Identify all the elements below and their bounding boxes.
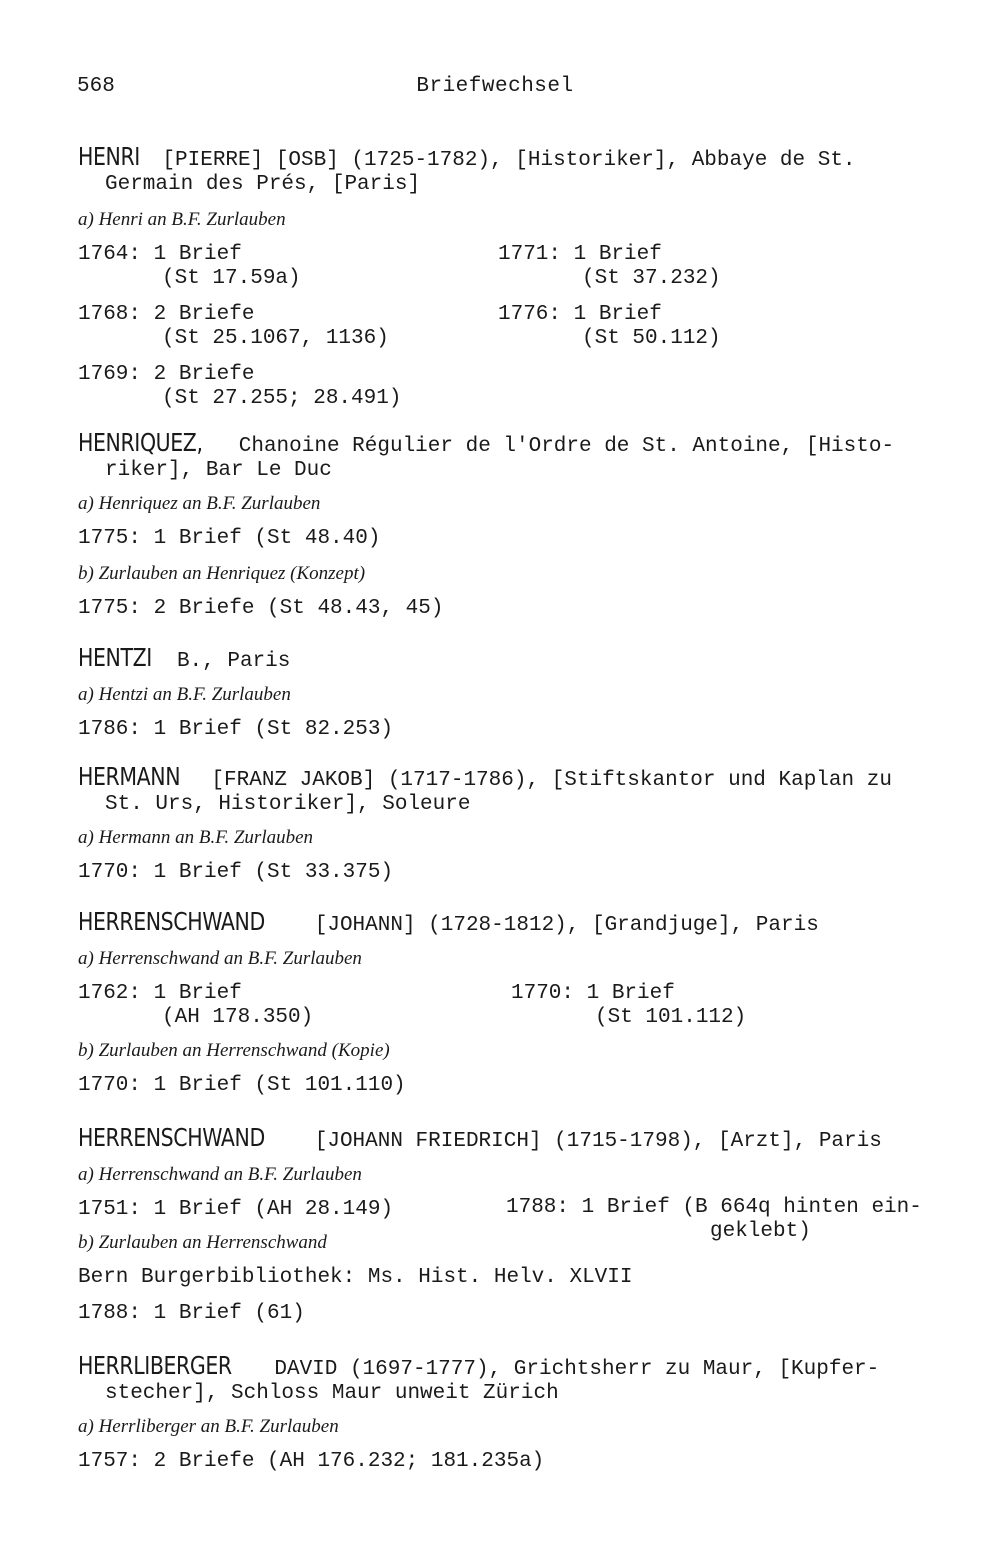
entry-heading: [JOHANN FRIEDRICH] (1715-1798), [Arzt], Paris (314, 1130, 882, 1153)
letter-line: 1786: 1 Brief (St 82.253) (78, 718, 394, 741)
entry-heading: Chanoine Régulier de l'Ordre de St. Antoine, [Histo- (238, 435, 895, 458)
entry-hentzi (78, 643, 958, 742)
letter-ref: (St 50.112) (582, 327, 721, 350)
section-a-label: a) Herrenschwand an B.F. Zurlauben (78, 948, 362, 969)
letter-line: 1751: 1 Brief (AH 28.149) (78, 1198, 394, 1221)
entry-heading: [FRANZ JAKOB] (1717-1786), [Stiftskantor und Kaplan zu (211, 769, 892, 792)
letter-line: 1770: 1 Brief (St 101.110) (78, 1074, 406, 1097)
letter-year: 1769: 2 Briefe (78, 363, 255, 386)
entry-heading-cont: St. Urs, Historiker], Soleure (105, 793, 471, 816)
entry-name: HERRENSCHWAND (78, 1123, 265, 1152)
section-a-label: a) Henriquez an B.F. Zurlauben (78, 493, 321, 514)
entry-hermann (78, 762, 958, 885)
entry-name: HERRLIBERGER (78, 1351, 232, 1380)
section-b-label: b) Zurlauben an Herrenschwand (78, 1232, 327, 1253)
section-b-label: b) Zurlauben an Henriquez (Konzept) (78, 563, 366, 584)
entry-heading: [JOHANN] (1728-1812), [Grandjuge], Paris (314, 914, 819, 937)
entry-heading-cont: Germain des Prés, [Paris] (105, 173, 421, 196)
letter-ref: (St 101.112) (595, 1006, 747, 1029)
letter-ref: (AH 178.350) (162, 1006, 314, 1029)
letter-year: 1762: 1 Brief (78, 982, 242, 1005)
section-a-label: a) Herrliberger an B.F. Zurlauben (78, 1416, 339, 1437)
entry-name: HERRENSCHWAND (78, 907, 265, 936)
section-a-label: a) Hermann an B.F. Zurlauben (78, 827, 314, 848)
entry-name: HERMANN (78, 762, 181, 791)
letter-line: 1770: 1 Brief (St 33.375) (78, 861, 394, 884)
letter-year: 1768: 2 Briefe (78, 303, 255, 326)
entry-heading: B., Paris (176, 650, 291, 673)
page-number: 568 (77, 75, 115, 98)
letter-year: 1764: 1 Brief (78, 243, 242, 266)
section-a-label: a) Hentzi an B.F. Zurlauben (78, 684, 291, 705)
letter-year: 1776: 1 Brief (498, 303, 662, 326)
letter-ref: (St 37.232) (582, 267, 721, 290)
section-a-label: a) Herrenschwand an B.F. Zurlauben (78, 1164, 362, 1185)
letter-ref: (St 25.1067, 1136) (162, 327, 389, 350)
letter-line: 1788: 1 Brief (61) (78, 1302, 305, 1325)
entry-name: HENRI (78, 142, 140, 171)
entry-henri (78, 142, 958, 413)
entry-heading: DAVID (1697-1777), Grichtsherr zu Maur, [Kupfer- (274, 1358, 880, 1381)
entry-herrenschwand-johann (78, 907, 958, 1098)
entry-herrliberger (78, 1351, 958, 1474)
letter-line: 1757: 2 Briefe (AH 176.232; 181.235a) (78, 1450, 545, 1473)
running-title: Briefwechsel (416, 75, 574, 98)
letter-line-cont: geklebt) (710, 1220, 811, 1243)
letter-year: 1771: 1 Brief (498, 243, 662, 266)
entry-heading: [PIERRE] [OSB] (1725-1782), [Historiker], Abbaye de St. (162, 149, 856, 172)
section-a-label: a) Henri an B.F. Zurlauben (78, 209, 286, 230)
entry-heading-cont: stecher], Schloss Maur unweit Zürich (105, 1382, 559, 1405)
entry-name: HENTZI (78, 643, 152, 672)
entry-henriquez (78, 428, 958, 621)
letter-ref: (St 27.255; 28.491) (162, 387, 402, 410)
entry-name: HENRIQUEZ, (78, 428, 203, 457)
letter-line: 1775: 1 Brief (St 48.40) (78, 527, 381, 550)
letter-line: 1775: 2 Briefe (St 48.43, 45) (78, 597, 444, 620)
section-b-label: b) Zurlauben an Herrenschwand (Kopie) (78, 1040, 390, 1061)
letter-line: 1788: 1 Brief (B 664q hinten ein- (506, 1196, 922, 1219)
letter-year: 1770: 1 Brief (511, 982, 675, 1005)
entry-heading-cont: riker], Bar Le Duc (105, 459, 332, 482)
archive-source: Bern Burgerbibliothek: Ms. Hist. Helv. XLVII (78, 1266, 633, 1289)
letter-ref: (St 17.59a) (162, 267, 301, 290)
entry-herrenschwand-johann-friedrich (78, 1123, 958, 1326)
